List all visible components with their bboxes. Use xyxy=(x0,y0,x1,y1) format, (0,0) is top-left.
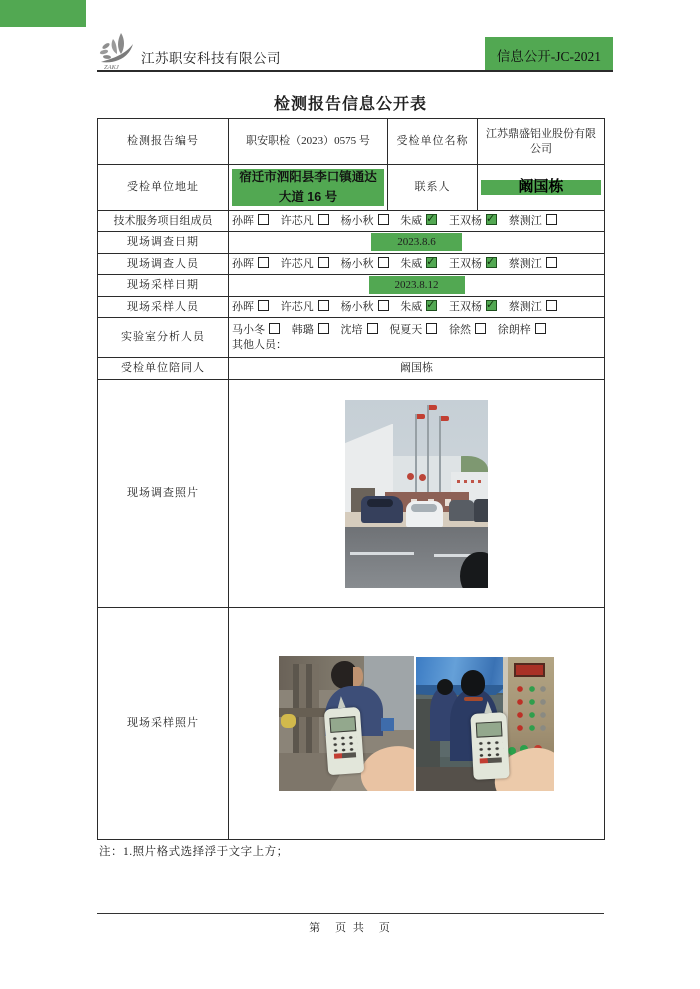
flag-icon xyxy=(429,405,437,410)
cabinet-buttons xyxy=(513,683,549,737)
checkbox-unchecked-icon xyxy=(318,300,329,311)
checkbox-unchecked-icon xyxy=(378,300,389,311)
staff-name: 许芯凡 xyxy=(280,257,314,270)
unit-addr-label: 受检单位地址 xyxy=(98,165,229,211)
checkbox-unchecked-icon xyxy=(258,257,269,268)
staff-name: 蔡测江 xyxy=(508,214,542,227)
lab-staff-name: 马小冬 xyxy=(232,323,265,336)
footnote: 注：1.照片格式选择浮于文字上方； xyxy=(99,846,289,858)
table-row xyxy=(98,254,605,275)
table-row xyxy=(98,318,605,358)
checkbox-unchecked-icon xyxy=(318,323,329,334)
contact-label: 联系人 xyxy=(388,165,478,211)
report-no-label: 检测报告编号 xyxy=(98,119,229,165)
sample-staff-label: 现场采样人员 xyxy=(98,297,229,318)
lab-staff-name: 倪夏天 xyxy=(389,323,423,336)
checkbox-unchecked-icon xyxy=(378,214,389,225)
checkbox-unchecked-icon xyxy=(269,323,280,334)
sample-staff xyxy=(229,297,605,318)
svg-text:ZAKJ: ZAKJ xyxy=(104,64,119,70)
photo-site-survey xyxy=(345,400,488,588)
survey-staff-label: 现场调查人员 xyxy=(98,254,229,275)
staff-name: 孙晖 xyxy=(232,300,254,313)
report-no-value: 职安职检（2023）0575 号 xyxy=(229,119,388,165)
brand xyxy=(97,32,281,70)
lab-staff-name: 徐然 xyxy=(449,323,471,336)
survey-date-label: 现场调查日期 xyxy=(98,232,229,254)
company-logo-icon xyxy=(97,32,139,70)
sample-date-label: 现场采样日期 xyxy=(98,275,229,297)
checkbox-unchecked-icon xyxy=(378,257,389,268)
staff-name: 杨小秋 xyxy=(340,257,374,270)
checkbox-unchecked-icon xyxy=(258,214,269,225)
lab-staff-name: 徐朗梓 xyxy=(497,323,531,336)
car xyxy=(449,500,475,521)
checkbox-unchecked-icon xyxy=(367,323,378,334)
staff-name: 王双杨 xyxy=(449,257,482,270)
sample-date-value: 2023.8.12 xyxy=(369,276,465,294)
checkbox-unchecked-icon xyxy=(546,257,557,268)
meter-lcd xyxy=(329,716,356,733)
meter-keys xyxy=(331,734,358,753)
page-footer: 第 页 共 页 xyxy=(97,913,604,935)
meter-keys xyxy=(477,739,504,757)
unit-name-label: 受检单位名称 xyxy=(388,119,478,165)
team-label: 技术服务项目组成员 xyxy=(98,211,229,232)
unit-addr-line2: 大道 16 号 xyxy=(278,190,338,204)
checkbox-unchecked-icon xyxy=(258,300,269,311)
sound-level-meter xyxy=(470,712,509,780)
table-row xyxy=(98,380,605,608)
company-name: 江苏职安科技有限公司 xyxy=(141,51,281,66)
staff-name: 许芯凡 xyxy=(280,214,314,227)
glove xyxy=(281,714,296,728)
lab-other-label: 其他人员： xyxy=(232,338,287,351)
contact-highlight xyxy=(481,180,601,195)
escort-value: 阚国栋 xyxy=(229,358,605,380)
checkbox-checked-icon xyxy=(426,214,437,225)
sound-level-meter xyxy=(324,707,365,775)
meter-lcd xyxy=(476,721,503,737)
doc-code-badge: 信息公开-JC-2021 xyxy=(485,37,613,70)
table-row xyxy=(98,232,605,254)
checkbox-unchecked-icon xyxy=(318,257,329,268)
team-members xyxy=(229,211,605,232)
report-info-table xyxy=(97,118,605,840)
lab-staff-name: 沈培 xyxy=(340,323,363,336)
table-row xyxy=(98,119,605,165)
checkbox-checked-icon xyxy=(486,257,497,268)
photo-sampling-left xyxy=(279,656,414,791)
checkbox-unchecked-icon xyxy=(426,323,437,334)
checkbox-unchecked-icon xyxy=(475,323,486,334)
lab-staff-label: 实验室分析人员 xyxy=(98,318,229,358)
green-corner-highlight xyxy=(0,0,86,27)
checkbox-checked-icon xyxy=(426,300,437,311)
flag-icon xyxy=(417,414,425,419)
car xyxy=(474,499,488,522)
staff-name: 朱威 xyxy=(400,214,423,227)
table-row xyxy=(98,165,605,211)
staff-name: 孙晖 xyxy=(232,257,254,270)
table-row xyxy=(98,275,605,297)
unit-addr-line1: 宿迁市泗阳县李口镇通达 xyxy=(239,170,377,184)
lab-staff-name: 韩璐 xyxy=(291,323,314,336)
checkbox-unchecked-icon xyxy=(546,214,557,225)
worker-head xyxy=(437,679,453,695)
staff-name: 朱威 xyxy=(400,257,423,270)
car xyxy=(361,496,403,523)
unit-name-value: 江苏鼎盛铝业股份有限公司 xyxy=(478,119,605,165)
page-header xyxy=(97,28,613,72)
lab-staff xyxy=(229,318,605,358)
photo-sample-label: 现场采样照片 xyxy=(98,608,229,840)
staff-name: 王双杨 xyxy=(449,300,482,313)
staff-name: 朱威 xyxy=(400,300,423,313)
unit-addr-highlight xyxy=(232,169,384,206)
staff-name: 许芯凡 xyxy=(280,300,314,313)
survey-date-value: 2023.8.6 xyxy=(371,233,462,251)
worker-head xyxy=(461,670,485,696)
checkbox-unchecked-icon xyxy=(535,323,546,334)
table-row xyxy=(98,358,605,380)
checkbox-unchecked-icon xyxy=(546,300,557,311)
checkbox-checked-icon xyxy=(426,257,437,268)
checkbox-checked-icon xyxy=(486,300,497,311)
staff-name: 蔡测江 xyxy=(508,257,542,270)
staff-name: 杨小秋 xyxy=(340,300,374,313)
escort-label: 受检单位陪同人 xyxy=(98,358,229,380)
table-row xyxy=(98,211,605,232)
page-title: 检测报告信息公开表 xyxy=(273,96,427,113)
photo-sampling-right xyxy=(416,657,554,791)
staff-name: 王双杨 xyxy=(449,214,482,227)
staff-name: 蔡测江 xyxy=(508,300,542,313)
survey-staff xyxy=(229,254,605,275)
car xyxy=(406,501,443,527)
table-row xyxy=(98,608,605,840)
checkbox-checked-icon xyxy=(486,214,497,225)
photo-survey-label: 现场调查照片 xyxy=(98,380,229,608)
contact-value: 阚国栋 xyxy=(518,179,564,195)
staff-name: 孙晖 xyxy=(232,214,254,227)
flag-icon xyxy=(441,416,449,421)
checkbox-unchecked-icon xyxy=(318,214,329,225)
staff-name: 杨小秋 xyxy=(340,214,374,227)
table-row xyxy=(98,297,605,318)
